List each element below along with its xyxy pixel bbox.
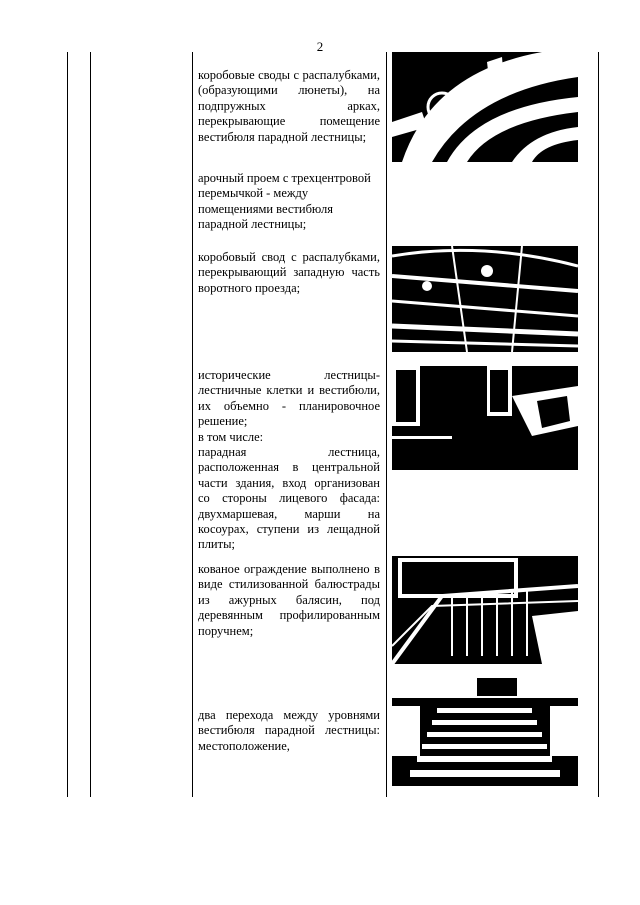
vault-photo (392, 52, 578, 162)
staircase-photo (392, 366, 578, 470)
row-gate-vault: коробовый свод с распалубками, перекрывающий западную часть воротного проезда; (198, 250, 380, 295)
table-divider-3 (386, 52, 387, 797)
table-divider-1 (90, 52, 91, 797)
row-arch-opening: арочный проем с трехцентровой перемычкой - между помещениями вестибюля парадной лестницы; (198, 171, 371, 232)
row-level-transitions: два перехода между уровнями вестибюля парадной лестницы: местоположение, (198, 708, 380, 753)
table-border-right (598, 52, 599, 797)
row-vaults: коробовые своды с распалубками, (образующими люнеты), на подпружных арках, перекрывающие помещение вестибюля парадной лестницы; (198, 68, 380, 144)
steps-photo (392, 678, 578, 786)
railing-photo (392, 556, 578, 664)
page-number: 2 (316, 39, 324, 54)
row-railing: кованое ограждение выполнено в виде стилизованной балюстрады из ажурных балясин, под деревянным профилированным поручнем; (198, 562, 380, 638)
gate-vault-photo (392, 246, 578, 352)
table-border-left (67, 52, 68, 797)
row-staircases: исторические лестницы-лестничные клетки и вестибюли, их объемно - планировочное решение; в том числе: парадная лестница, расположенная в центральной части здания, вход организован со стороны лицевого фасада: двухмаршевая, марши на косоурах, ступени из лещадной плиты; (198, 368, 380, 552)
table-divider-2 (192, 52, 193, 797)
